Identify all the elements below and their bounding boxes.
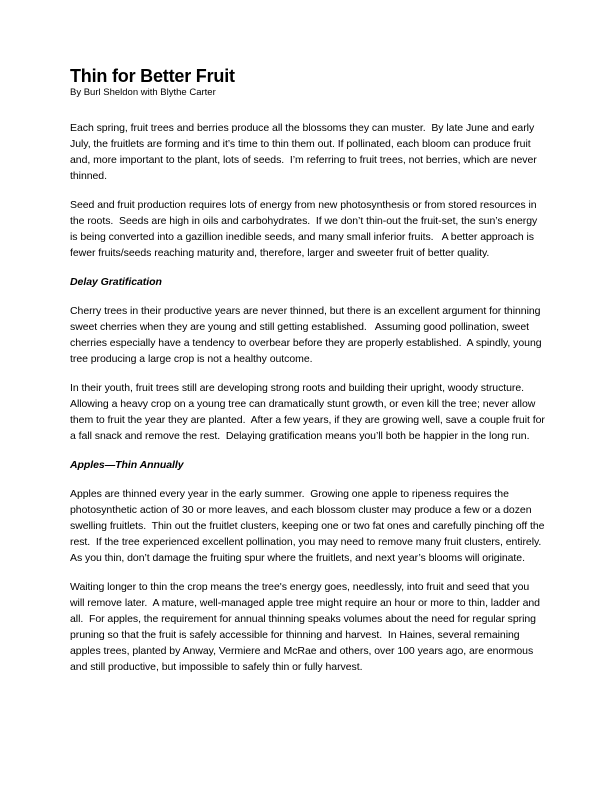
section-heading: Apples—Thin Annually [70,459,184,471]
paragraph: Each spring, fruit trees and berries produce all the blossoms they can muster. By late June and early July, the fruitlets are forming and it’s time to thin them out. If pollinated, each bloom can produce fruit and, more important to the plant, lots of seeds. I’m referring to fruit trees, not berries, which are never thinned. [70,122,540,182]
paragraph: Seed and fruit production requires lots of energy from new photosynthesis or from stored resources in the roots. Seeds are high in oils and carbohydrates. If we don’t thin-out the fruit-set, the sun’s energy is being converted into a gazillion inedible seeds, and many small inferior fruits. A better approach is fewer fruits/seeds reaching maturity and, therefore, larger and sweeter fruit of better quality. [70,199,541,259]
document-body [70,120,548,675]
paragraph: Waiting longer to thin the crop means the tree's energy goes, needlessly, into fruit and seed that you will remove later. A mature, well-managed apple tree might require an hour or more to thin, ladder and all. For apples, the requirement for annual thinning speaks volumes about the need for regular spring pruning so that the fruit is safely accessible for thinning and harvest. In Haines, several remaining apples trees, planted by Anway, Vermiere and McRae and others, over 100 years ago, are enormous and still productive, but impossible to safely thin or fully harvest. [70,581,543,673]
paragraph: Cherry trees in their productive years are never thinned, but there is an excellent argument for thinning sweet cherries when they are young and still getting established. Assuming good pollination, sweet cherries especially have a tendency to overbear before they are properly established. A spindly, young tree producing a large crop is not a healthy outcome. [70,305,545,365]
paragraph: Apples are thinned every year in the early summer. Growing one apple to ripeness requires the photosynthetic action of 30 or more leaves, and each blossom cluster may produce a few or a dozen swelling fruitlets. Thin out the fruitlet clusters, keeping one or two fat ones and carefully pinching off the rest. If the tree experienced excellent pollination, you may need to remove many fruit clusters, entirely. As you thin, don’t damage the fruiting spur where the fruitlets, and next year’s blooms will originate. [70,488,548,564]
byline: By Burl Sheldon with Blythe Carter [70,87,216,98]
paragraph: In their youth, fruit trees still are developing strong roots and building their upright, woody structure. Allowing a heavy crop on a young tree can dramatically stunt growth, or even kill the tree; never allow them to fruit the year they are planted. After a few years, if they are growing well, save a couple fruit for a fall snack and remove the rest. Delaying gratification means you’ll both be happier in the long run. [70,382,548,442]
section-heading: Delay Gratification [70,276,162,288]
document-title: Thin for Better Fruit [70,66,235,86]
